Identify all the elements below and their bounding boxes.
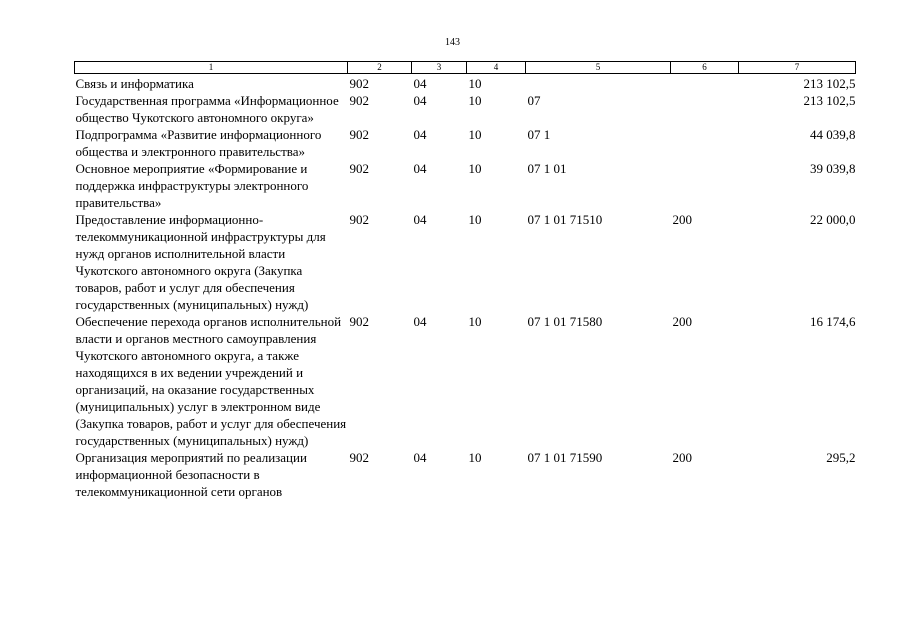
row-name: Предоставление информационно-телекоммуникационной инфраструктуры для нужд органов исполнительной власти Чукотского автономного округа (Закупка товаров, работ и услуг для обеспечения государственных (муниципальных) нужд) bbox=[75, 212, 326, 312]
row-sum: 16 174,6 bbox=[810, 314, 856, 329]
row-name: Обеспечение перехода органов исполнительной власти и органов местного самоуправления Чукотского автономного округа, а также находящихся в их ведении учреждений и организаций, на оказание государственных (муниципальных) услуг в электронном виде (Закупка товаров, работ и услуг для обеспечения государственных (муниципальных) нужд) bbox=[75, 314, 347, 448]
row-sum: 213 102,5 bbox=[803, 76, 856, 91]
row-rz: 04 bbox=[413, 76, 427, 91]
row-pr: 10 bbox=[468, 127, 482, 142]
row-sum: 295,2 bbox=[826, 450, 856, 465]
row-gr: 902 bbox=[349, 93, 369, 108]
row-vr bbox=[671, 74, 739, 93]
budget-table bbox=[74, 61, 856, 500]
row-pr: 10 bbox=[468, 314, 482, 329]
row-rz: 04 bbox=[413, 212, 427, 227]
header-col-5: 5 bbox=[526, 62, 671, 74]
row-pr: 10 bbox=[468, 76, 482, 91]
row-vr: 200 bbox=[672, 212, 692, 227]
row-pr: 10 bbox=[468, 161, 482, 176]
row-rz: 04 bbox=[413, 93, 427, 108]
row-sum: 44 039,8 bbox=[810, 127, 856, 142]
table-body bbox=[75, 74, 856, 501]
row-vr bbox=[671, 92, 739, 126]
row-csr: 07 1 01 bbox=[527, 161, 567, 176]
row-csr: 07 1 bbox=[527, 127, 551, 142]
header-col-7: 7 bbox=[739, 62, 856, 74]
table-row bbox=[75, 126, 856, 160]
row-rz: 04 bbox=[413, 161, 427, 176]
header-col-3: 3 bbox=[412, 62, 467, 74]
row-gr: 902 bbox=[349, 127, 369, 142]
table-row bbox=[75, 449, 856, 500]
row-pr: 10 bbox=[468, 212, 482, 227]
table-row bbox=[75, 160, 856, 211]
row-pr: 10 bbox=[468, 450, 482, 465]
row-sum: 22 000,0 bbox=[810, 212, 856, 227]
row-sum: 39 039,8 bbox=[810, 161, 856, 176]
header-col-2: 2 bbox=[348, 62, 412, 74]
header-col-4: 4 bbox=[467, 62, 526, 74]
row-rz: 04 bbox=[413, 314, 427, 329]
row-csr: 07 1 01 71510 bbox=[527, 212, 603, 227]
table-header bbox=[75, 62, 856, 74]
header-col-1: 1 bbox=[75, 62, 348, 74]
table-row bbox=[75, 313, 856, 449]
table-row bbox=[75, 74, 856, 93]
row-gr: 902 bbox=[349, 450, 369, 465]
row-csr: 07 1 01 71590 bbox=[527, 450, 603, 465]
row-csr: 07 1 01 71580 bbox=[527, 314, 603, 329]
header-col-6: 6 bbox=[671, 62, 739, 74]
row-rz: 04 bbox=[413, 450, 427, 465]
row-gr: 902 bbox=[349, 212, 369, 227]
row-name: Подпрограмма «Развитие информационного общества и электронного правительства» bbox=[75, 127, 322, 159]
row-csr bbox=[526, 74, 671, 93]
table-row bbox=[75, 92, 856, 126]
row-gr: 902 bbox=[349, 314, 369, 329]
row-vr: 200 bbox=[672, 450, 692, 465]
page-number: 143 bbox=[445, 37, 460, 48]
row-rz: 04 bbox=[413, 127, 427, 142]
row-name: Организация мероприятий по реализации информационной безопасности в телекоммуникационной сети органов bbox=[75, 450, 307, 499]
row-name: Государственная программа «Информационное общество Чукотского автономного округа» bbox=[75, 93, 339, 125]
row-name: Основное мероприятие «Формирование и поддержка инфраструктуры электронного правительства» bbox=[75, 161, 309, 210]
row-vr bbox=[671, 126, 739, 160]
row-gr: 902 bbox=[349, 76, 369, 91]
row-vr bbox=[671, 160, 739, 211]
row-gr: 902 bbox=[349, 161, 369, 176]
row-vr: 200 bbox=[672, 314, 692, 329]
row-pr: 10 bbox=[468, 93, 482, 108]
row-sum: 213 102,5 bbox=[803, 93, 856, 108]
row-csr: 07 bbox=[527, 93, 541, 108]
row-name: Связь и информатика bbox=[75, 76, 194, 91]
table-row bbox=[75, 211, 856, 313]
header-row bbox=[75, 62, 856, 74]
